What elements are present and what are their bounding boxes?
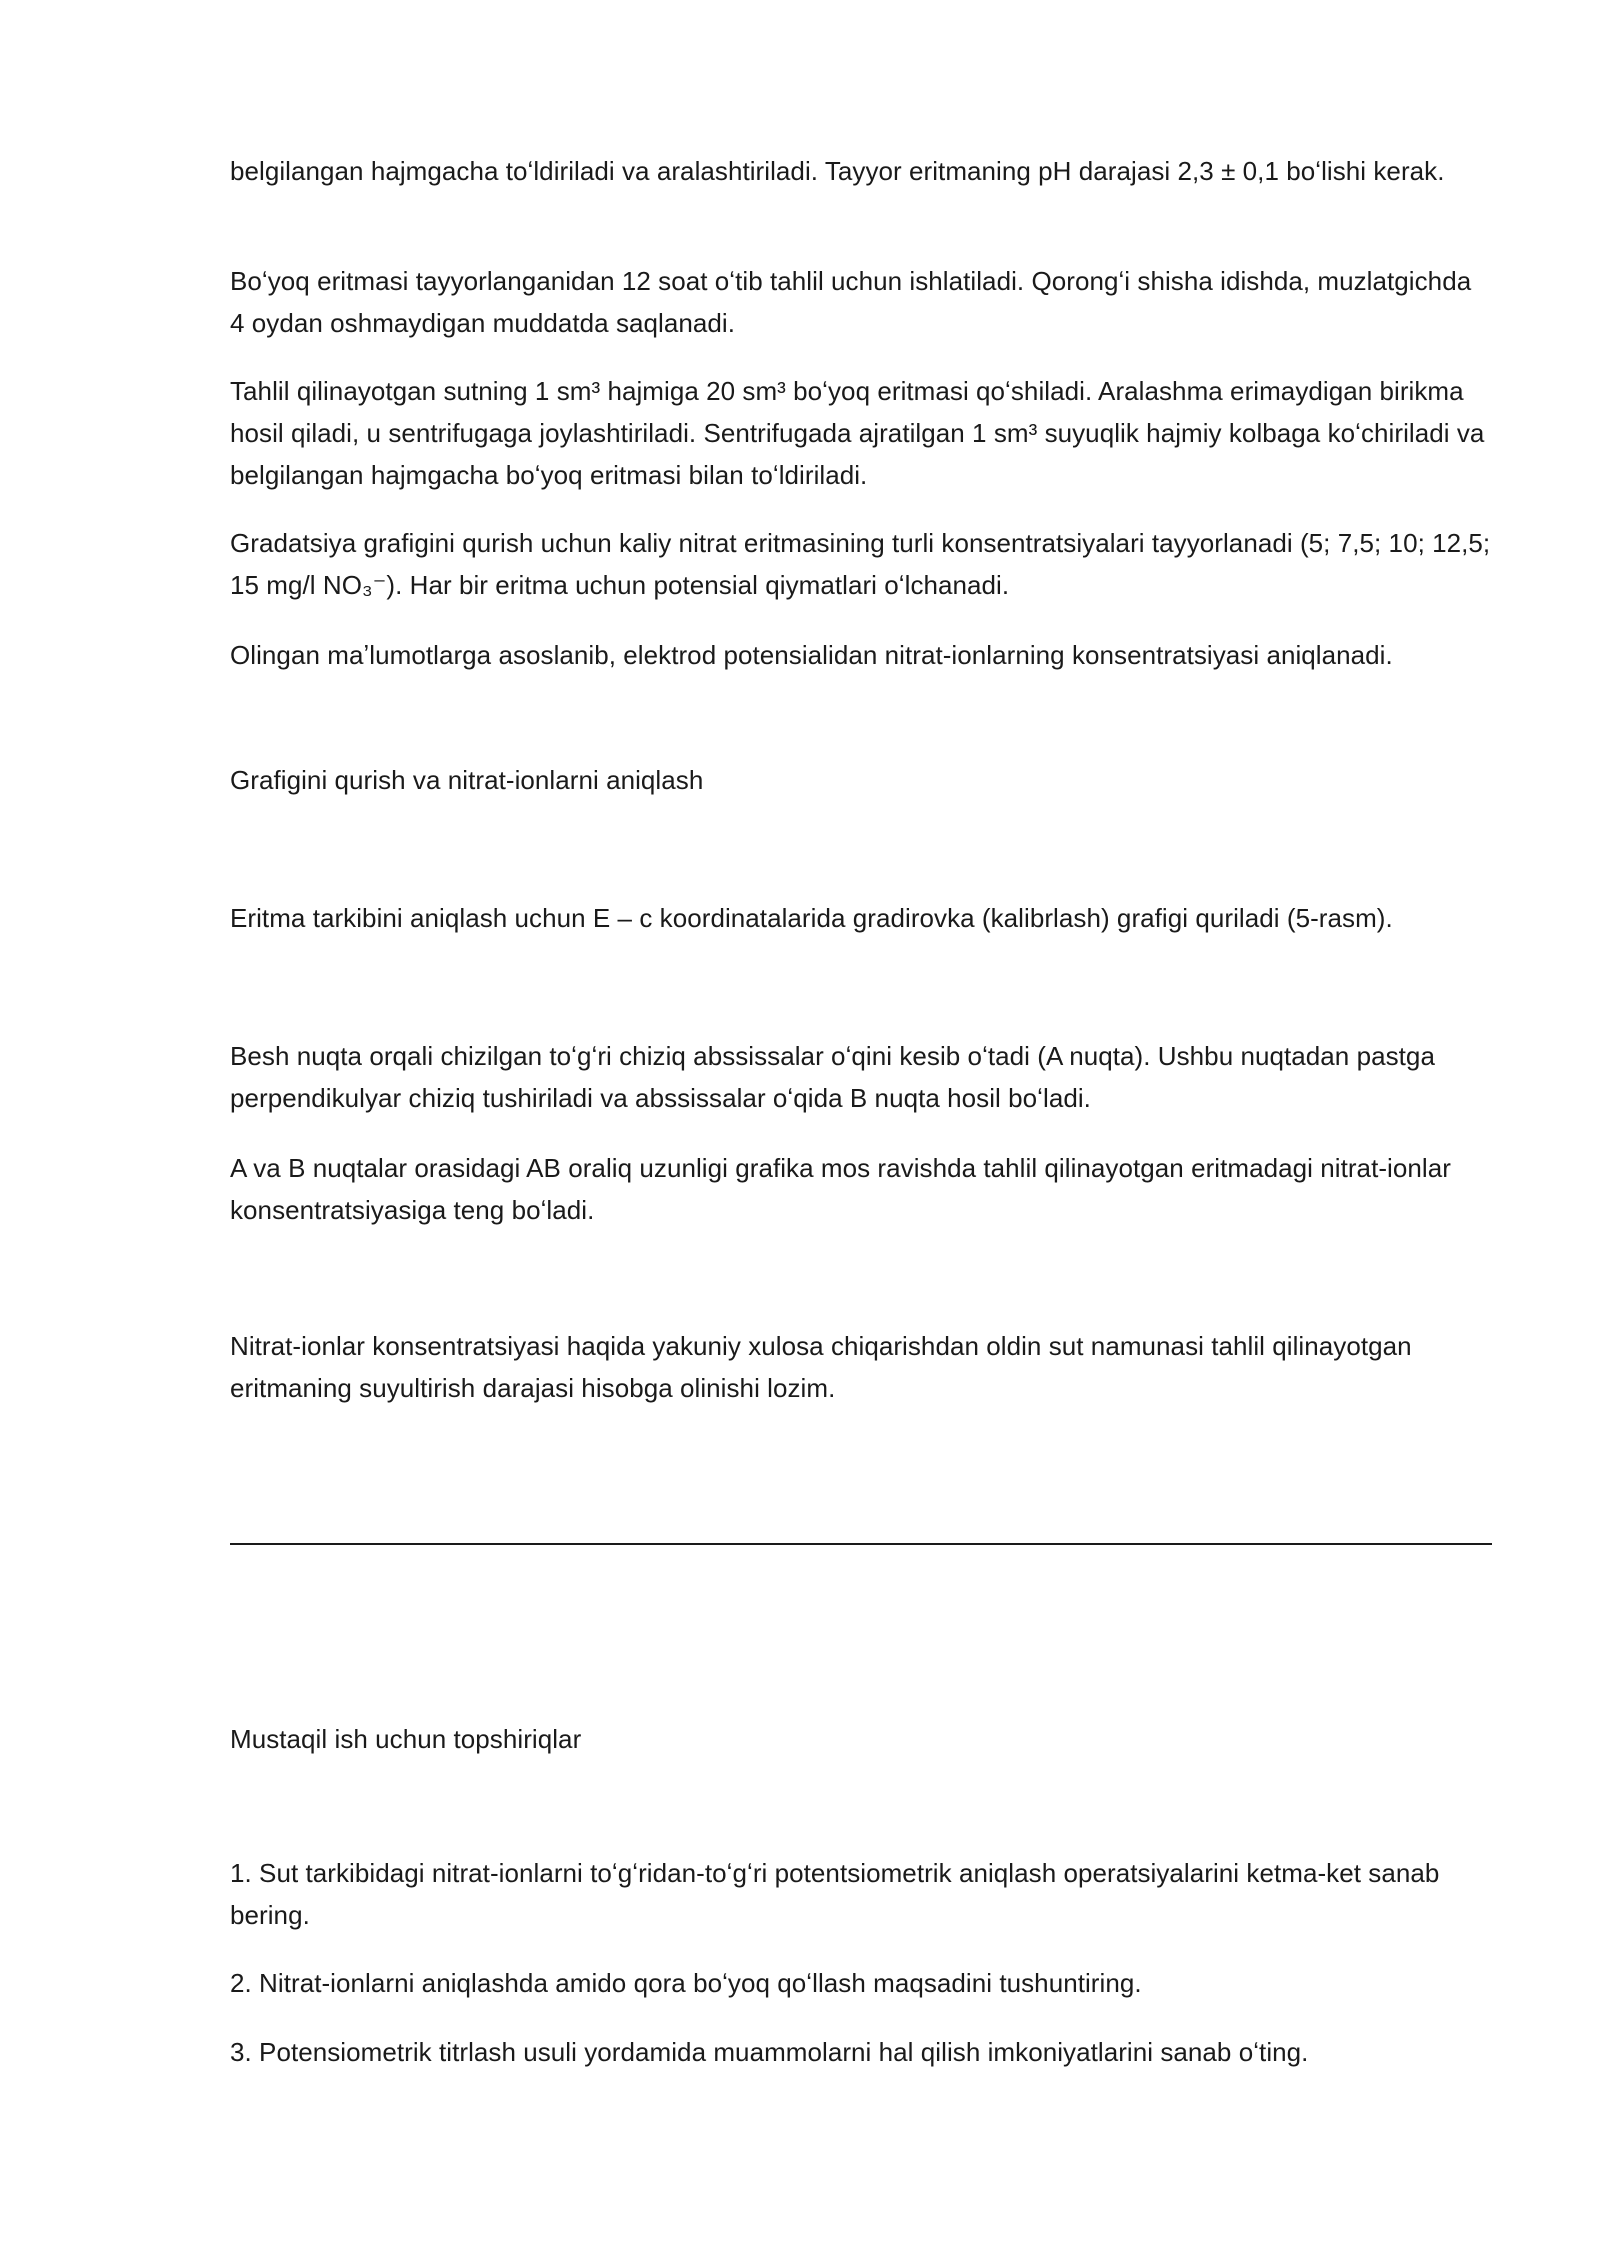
paragraph-ab-interval: A va B nuqtalar orasidagi AB oraliq uzunligi grafika mos ravishda tahlil qilinayotgan eritmadagi nitrat-ionlar konsentratsiyasiga teng boʻladi. — [230, 1153, 1451, 1225]
paragraph-ph-requirement: belgilangan hajmgacha toʻldiriladi va aralashtiriladi. Tayyor eritmaning pH darajasi 2,3 ± 0,1 boʻlishi kerak. — [230, 156, 1445, 186]
task-item-3: 3. Potensiometrik titrlash usuli yordamida muammolarni hal qilish imkoniyatlarini sanab oʻting. — [230, 2037, 1309, 2067]
paragraph-dye-storage: Boʻyoq eritmasi tayyorlanganidan 12 soat oʻtib tahlil uchun ishlatiladi. Qorongʻi shisha idishda, muzlatgichda 4 oydan oshmaydigan muddatda saqlanadi. — [230, 266, 1472, 338]
paragraph-concentration-determination: Olingan maʼlumotlarga asoslanib, elektrod potensialidan nitrat-ionlarning konsentratsiyasi aniqlanadi. — [230, 640, 1393, 670]
paragraph-sample-preparation: Tahlil qilinayotgan sutning 1 sm³ hajmiga 20 sm³ boʻyoq eritmasi qoʻshiladi. Aralashma erimaydigan birikma hosil qiladi, u sentrifugaga joylashtiriladi. Sentrifugada ajratilgan 1 sm³ suyuqlik hajmiy kolbaga koʻchiriladi va belgilangan hajmgacha boʻyoq eritmasi bilan toʻldiriladi. — [230, 376, 1485, 490]
section-heading-graph: Grafigini qurish va nitrat-ionlarni aniqlash — [230, 765, 704, 795]
horizontal-divider — [230, 1543, 1492, 1545]
task-item-2: 2. Nitrat-ionlarni aniqlashda amido qora boʻyoq qoʻllash maqsadini tushuntiring. — [230, 1968, 1142, 1998]
paragraph-dilution-note: Nitrat-ionlar konsentratsiyasi haqida yakuniy xulosa chiqarishdan oldin sut namunasi tahlil qilinayotgan eritmaning suyultirish darajasi hisobga olinishi lozim. — [230, 1331, 1412, 1403]
paragraph-five-points-line: Besh nuqta orqali chizilgan toʻgʻri chiziq abssissalar oʻqini kesib oʻtadi (A nuqta). Ushbu nuqtadan pastga perpendikulyar chiziq tushiriladi va abssissalar oʻqida B nuqta hosil boʻladi. — [230, 1041, 1435, 1113]
tasks-heading: Mustaqil ish uchun topshiriqlar — [230, 1724, 582, 1754]
paragraph-gradation-solutions: Gradatsiya grafigini qurish uchun kaliy nitrat eritmasining turli konsentratsiyalari tayyorlanadi (5; 7,5; 10; 12,5; 15 mg/l NO₃⁻). Har bir eritma uchun potensial qiymatlari oʻlchanadi. — [230, 528, 1491, 600]
task-item-1: 1. Sut tarkibidagi nitrat-ionlarni toʻgʻridan-toʻgʻri potentsiometrik aniqlash operatsiyalarini ketma-ket sanab bering. — [230, 1858, 1440, 1930]
paragraph-calibration-graph: Eritma tarkibini aniqlash uchun E – c koordinatalarida gradirovka (kalibrlash) grafigi quriladi (5-rasm). — [230, 903, 1393, 933]
